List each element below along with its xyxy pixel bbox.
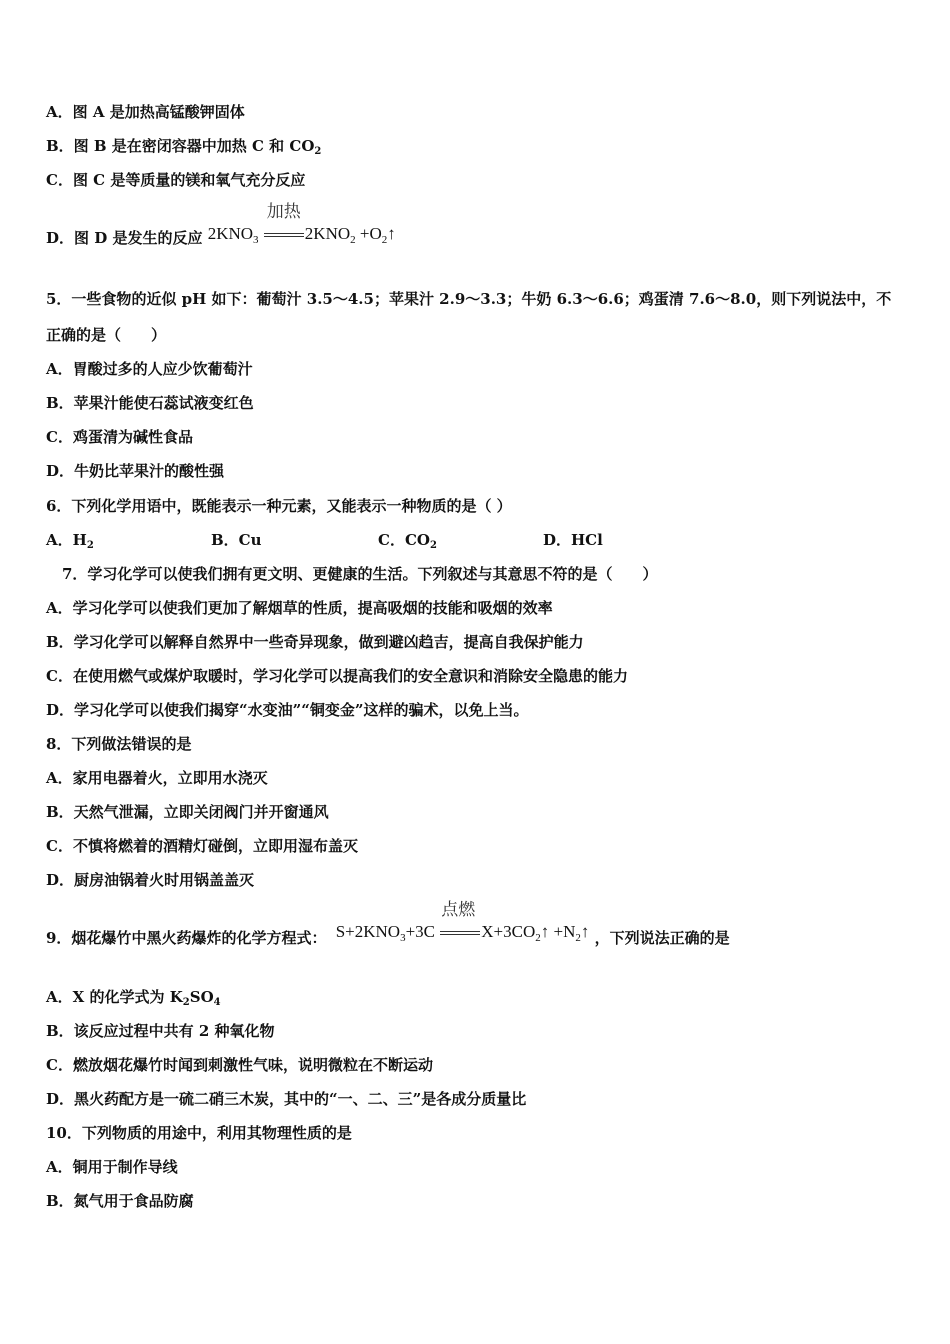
q4-option-d — [46, 202, 396, 254]
q4-eq-right2: +O — [355, 224, 382, 243]
q9-option-a — [46, 987, 221, 1013]
q5-option-d: D．牛奶比苹果汁的酸性强 — [46, 462, 225, 480]
q5-option-b: B．苹果汁能使石蕊试液变红色 — [46, 394, 254, 412]
q9-stem-suffix: ，下列说法正确的是 — [594, 929, 730, 947]
q9-stem — [46, 900, 730, 954]
q9-eq-left2: +3C — [405, 922, 435, 941]
q9-option-a-sub1: 2 — [182, 997, 190, 1008]
q9-eq-left-sub: 3 — [400, 932, 406, 944]
q9-eq-right-sub: 2 — [535, 932, 541, 944]
q9-option-c: C．燃放烟花爆竹时闻到刺激性气味，说明微粒在不断运动 — [46, 1056, 433, 1074]
q8-stem: 8．下列做法错误的是 — [46, 735, 192, 753]
q6-option-a-sub: 2 — [86, 540, 94, 551]
q9-eq-left: S+2KNO — [335, 922, 401, 941]
q7-option-a: A．学习化学可以使我们更加了解烟草的性质，提高吸烟的技能和吸烟的效率 — [46, 599, 553, 617]
q6-stem: 6．下列化学用语中，既能表示一种元素，又能表示一种物质的是（ ） — [46, 497, 512, 515]
q8-option-c: C．不慎将燃着的酒精灯碰倒，立即用湿布盖灭 — [46, 837, 358, 855]
q4-eq-left: 2KNO — [207, 224, 254, 243]
q4-option-b-text: B．图 B 是在密闭容器中加热 C 和 CO — [46, 137, 315, 155]
q4-eq-left-sub: 3 — [253, 234, 259, 246]
q9-option-d: D．黑火药配方是一硫二硝三木炭，其中的“一、二、三”是各成分质量比 — [46, 1090, 527, 1108]
q9-eq-right3: ↑ — [580, 922, 590, 941]
q4-eq-right1: 2KNO — [304, 224, 351, 243]
q4-option-c: C．图 C 是等质量的镁和氧气充分反应 — [46, 171, 306, 189]
q9-option-b: B．该反应过程中共有 2 种氧化物 — [46, 1022, 275, 1040]
q9-eq-condition: 点燃 — [441, 900, 476, 919]
q4-eq-right1-sub: 2 — [350, 234, 356, 246]
q9-option-a-mid: SO — [189, 988, 214, 1006]
q9-eq-right2: ↑ +N — [540, 922, 576, 941]
q8-option-a: A．家用电器着火，立即用水浇灭 — [46, 769, 268, 787]
q6-option-c-sub: 2 — [429, 540, 437, 551]
q7-option-b: B．学习化学可以解释自然界中一些奇异现象，做到避凶趋吉，提高自我保护能力 — [46, 633, 584, 651]
q7-option-c: C．在使用燃气或煤炉取暖时，学习化学可以提高我们的安全意识和消除安全隐患的能力 — [46, 667, 628, 685]
q5-stem-line2: 正确的是（ ） — [46, 326, 167, 344]
q8-option-d: D．厨房油锅着火时用锅盖盖灭 — [46, 871, 255, 889]
q6-option-a-text: A．H — [46, 531, 87, 549]
q4-option-b — [46, 136, 321, 162]
q4-option-a: A．图 A 是加热高锰酸钾固体 — [46, 103, 245, 121]
q6-option-c-text: C．CO — [378, 531, 430, 549]
q10-option-a: A．铜用于制作导线 — [46, 1158, 178, 1176]
q5-option-c: C．鸡蛋清为碱性食品 — [46, 428, 193, 446]
q9-eq-right2-sub: 2 — [575, 932, 581, 944]
q9-eq-sign — [440, 931, 480, 935]
q10-option-b: B．氮气用于食品防腐 — [46, 1192, 194, 1210]
q4-eq-right2-sub: 2 — [381, 234, 388, 246]
q4-eq-sign — [264, 233, 304, 237]
q6-option-c — [378, 530, 437, 556]
q9-eq-right: X+3CO — [481, 922, 536, 941]
q5-option-a: A．胃酸过多的人应少饮葡萄汁 — [46, 360, 253, 378]
q4-option-d-text: D．图 D 是发生的反应 — [46, 229, 203, 247]
q4-option-b-sub: 2 — [314, 146, 322, 157]
q6-option-d: D．HCl — [543, 531, 603, 549]
q4-eq-condition: 加热 — [266, 202, 301, 221]
q6-option-b: B．Cu — [211, 531, 262, 549]
q5-stem-line1: 5．一些食物的近似 pH 如下：葡萄汁 3.5～4.5；苹果汁 2.9～3.3；牛奶 6.3～6.6；鸡蛋清 7.6～8.0，则下列说法中，不 — [46, 290, 892, 308]
q7-stem: 7．学习化学可以使我们拥有更文明、更健康的生活。下列叙述与其意思不符的是（ ） — [62, 565, 658, 583]
q6-option-a — [46, 530, 94, 556]
q9-equation — [335, 900, 590, 948]
q8-option-b: B．天然气泄漏，立即关闭阀门并开窗通风 — [46, 803, 329, 821]
q9-stem-prefix: 9．烟花爆竹中黑火药爆炸的化学方程式： — [46, 929, 327, 947]
q10-stem: 10．下列物质的用途中，利用其物理性质的是 — [46, 1124, 352, 1142]
q9-option-a-sub2: 4 — [213, 997, 221, 1008]
q4-equation — [207, 202, 396, 250]
q9-option-a-text: A．X 的化学式为 K — [46, 988, 183, 1006]
q4-eq-arrow: ↑ — [387, 224, 396, 243]
q7-option-d: D．学习化学可以使我们揭穿“水变油”“铜变金”这样的骗术，以免上当。 — [46, 701, 529, 719]
